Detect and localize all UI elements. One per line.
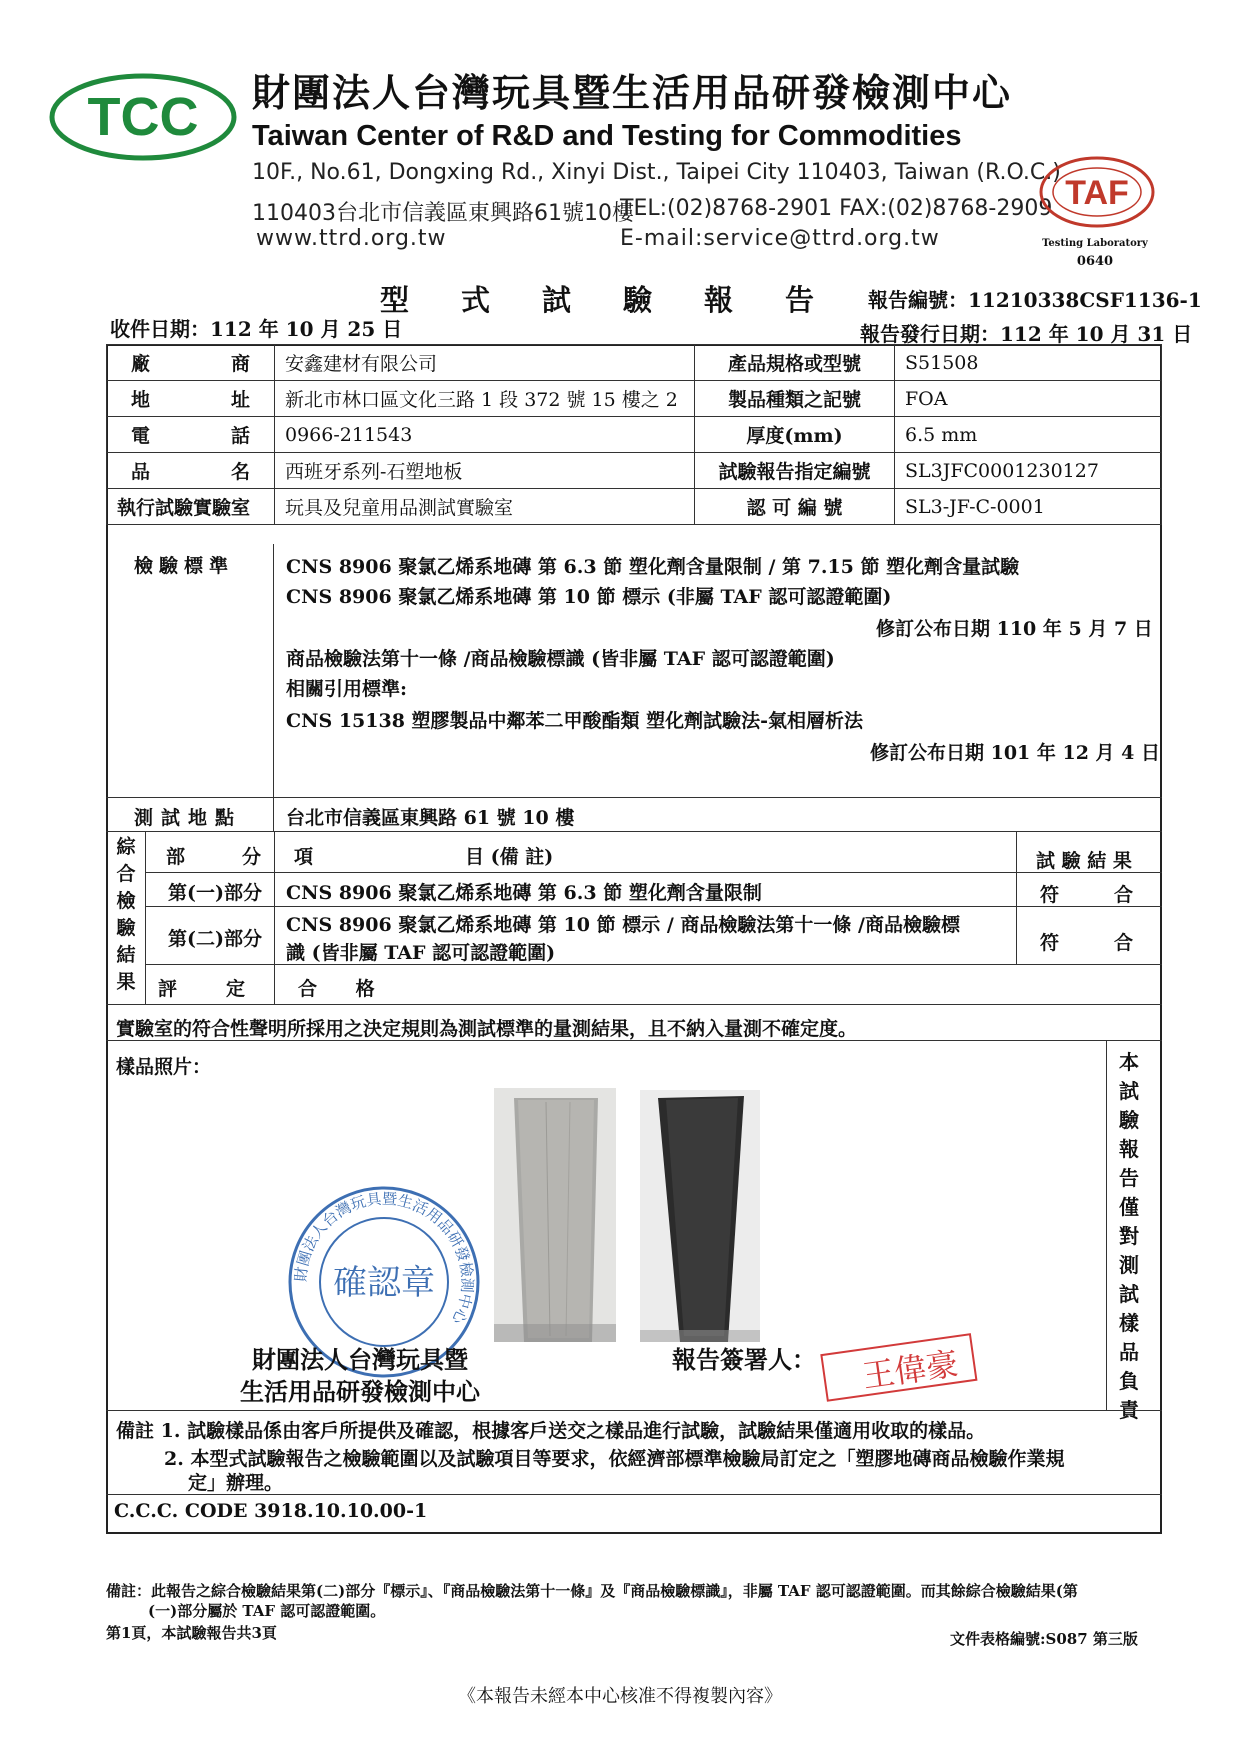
divider	[1016, 832, 1017, 964]
label: 執行試驗實驗室	[107, 489, 275, 525]
issue-date: 報告發行日期：112 年 10 月 31 日	[860, 322, 1193, 346]
thickness-value: 6.5 mm	[895, 417, 1162, 453]
ccc-code: C.C.C. CODE 3918.10.10.00-1	[114, 1500, 428, 1522]
photo-label: 樣品照片：	[116, 1056, 212, 1078]
table-row	[107, 417, 1162, 453]
label: 商	[230, 353, 250, 375]
part2-result: 合	[1114, 932, 1134, 954]
form-code: 文件表格編號:S087 第三版	[950, 1630, 1138, 1648]
location-value: 台北市信義區東興路 61 號 10 樓	[286, 807, 575, 829]
label: 厚度(mm)	[695, 417, 895, 453]
org-name-en: Taiwan Center of R&D and Testing for Commodities	[252, 120, 962, 152]
verdict-value: 合 格	[298, 978, 391, 1000]
standard-line: CNS 15138 塑膠製品中鄰苯二甲酸酯類 塑化劑試驗法-氣相層析法	[286, 710, 864, 732]
divider	[106, 1004, 1162, 1005]
part1-result: 符	[1040, 884, 1060, 906]
label: 地	[131, 389, 151, 411]
page-info: 第1頁，本試驗報告共3頁	[106, 1624, 277, 1642]
conformity-statement: 實驗室的符合性聲明所採用之決定規則為測試標準的量測結果，且不納入量測不確定度。	[116, 1018, 858, 1040]
part2-label: 第(二)部分	[168, 928, 262, 950]
address-en: 10F., No.61, Dongxing Rd., Xinyi Dist., Taipei City 110403, Taiwan (R.O.C.)	[252, 160, 1061, 185]
divider	[274, 832, 275, 1004]
part1-result: 合	[1114, 884, 1134, 906]
divider	[106, 1410, 1162, 1411]
remark-1: 備註 1. 試驗樣品係由客戶所提供及確認，根據客戶送交之樣品進行試驗，試驗結果僅適用收取的樣品。	[116, 1420, 986, 1442]
taf-logo	[1036, 152, 1158, 232]
label: 電	[131, 425, 151, 447]
manufacturer-value: 安鑫建材有限公司	[275, 345, 695, 381]
standard-line: 修訂公布日期 101 年 12 月 4 日	[870, 742, 1161, 764]
lab-value: 玩具及兒童用品測試實驗室	[275, 489, 695, 525]
info-table	[106, 344, 1162, 525]
side-note: 本試驗報告僅對測試樣品負責	[1119, 1050, 1139, 1422]
email: E-mail:service@ttrd.org.tw	[620, 226, 940, 251]
label: 試驗報告指定編號	[695, 453, 895, 489]
result-head-part: 分	[242, 846, 262, 868]
label: 話	[230, 425, 250, 447]
footer-note: 備註：此報告之綜合檢驗結果第(二)部分『標示』、『商品檢驗法第十一條』及『商品檢驗標識』，非屬 TAF 認可認證範圍。而其餘綜合檢驗結果(第	[106, 1582, 1078, 1600]
website: www.ttrd.org.tw	[256, 226, 447, 251]
standards-label-cell	[106, 544, 274, 798]
result-head-item: 項 目 (備 註)	[294, 846, 554, 868]
divider	[106, 1494, 1162, 1495]
part1-label: 第(一)部分	[168, 882, 262, 904]
org-seal-line: 財團法人台灣玩具暨	[252, 1345, 468, 1374]
label: 產品規格或型號	[695, 345, 895, 381]
remark-2: 2. 本型式試驗報告之檢驗範圍以及試驗項目等要求，依經濟部標準檢驗局訂定之「塑膠地磚商品檢驗作業規	[164, 1448, 1065, 1470]
received-date: 收件日期：112 年 10 月 25 日	[110, 317, 403, 341]
seal-ring-text: 財團法人台灣玩具暨生活用品研發檢測中心	[291, 1189, 477, 1327]
product-code-value: FOA	[895, 381, 1162, 417]
signatory-label: 報告簽署人：	[672, 1345, 816, 1374]
standards-label: 檢驗標準	[134, 555, 235, 577]
accreditation-no-value: SL3-JF-C-0001	[895, 489, 1162, 525]
divider	[146, 906, 1162, 907]
sample-photo-gray	[494, 1088, 616, 1342]
report-title: 型式試驗報告	[380, 283, 867, 317]
verdict-label: 評	[158, 978, 178, 1000]
label: 品	[131, 461, 151, 483]
remark-2: 定」辦理。	[188, 1472, 284, 1494]
table-row	[107, 453, 1162, 489]
part2-item: CNS 8906 聚氯乙烯系地磚 第 10 節 標示 / 商品檢驗法第十一條 /商品檢驗標	[286, 914, 960, 936]
label: 名	[230, 461, 250, 483]
signature-text: 王偉豪	[860, 1344, 961, 1396]
result-head-part: 部	[166, 846, 186, 868]
standard-line: CNS 8906 聚氯乙烯系地磚 第 6.3 節 塑化劑含量限制 / 第 7.15 節 塑化劑含量試驗	[286, 556, 1020, 578]
seal-text: 確認章	[333, 1263, 435, 1303]
location-label: 測試地點	[134, 807, 243, 829]
tel-fax: TEL:(02)8768-2901 FAX:(02)8768-2909	[620, 196, 1053, 221]
label: 認 可 編 號	[695, 489, 895, 525]
designated-report-no-value: SL3JFC0001230127	[895, 453, 1162, 489]
part2-item: 識 (皆非屬 TAF 認可認證範圍)	[286, 942, 556, 964]
table-row	[107, 489, 1162, 525]
report-number: 報告編號：11210338CSF1136-1	[868, 288, 1202, 312]
standard-line: CNS 8906 聚氯乙烯系地磚 第 10 節 標示 (非屬 TAF 認可認證範圍)	[286, 586, 892, 608]
table-row	[107, 345, 1162, 381]
tcc-logo-text: TCC	[87, 87, 199, 147]
part2-result: 符	[1040, 932, 1060, 954]
divider	[1106, 1040, 1107, 1410]
verdict-label: 定	[226, 978, 246, 1000]
standard-line: 修訂公布日期 110 年 5 月 7 日	[876, 618, 1153, 640]
part1-item: CNS 8906 聚氯乙烯系地磚 第 6.3 節 塑化劑含量限制	[286, 882, 762, 904]
divider	[106, 1040, 1162, 1041]
taf-logo-text: TAF	[1065, 174, 1129, 212]
divider	[146, 872, 1162, 873]
label: 址	[230, 389, 250, 411]
table-row	[107, 381, 1162, 417]
label: 廠	[131, 353, 151, 375]
taf-lab-label: Testing Laboratory	[1042, 238, 1148, 249]
svg-text:財團法人台灣玩具暨生活用品研發檢測中心	[292, 1190, 477, 1328]
results-vertical-label: 綜合檢驗結果	[116, 836, 136, 993]
model-value: S51508	[895, 345, 1162, 381]
address-zh: 110403台北市信義區東興路61號10樓	[252, 201, 634, 226]
taf-lab-number: 0640	[1076, 254, 1114, 269]
signature-stamp	[818, 1330, 986, 1406]
tcc-logo	[48, 72, 238, 162]
org-seal-line: 生活用品研發檢測中心	[240, 1377, 480, 1406]
phone-value: 0966-211543	[275, 417, 695, 453]
label: 製品種類之記號	[695, 381, 895, 417]
address-value: 新北市林口區文化三路 1 段 372 號 15 樓之 2	[275, 381, 695, 417]
copyright-notice: 《本報告未經本中心核准不得複製內容》	[458, 1686, 782, 1707]
result-head-result: 試 驗 結 果	[1036, 850, 1132, 872]
product-name-value: 西班牙系列-石塑地板	[275, 453, 695, 489]
standard-line: 商品檢驗法第十一條 /商品檢驗標識 (皆非屬 TAF 認可認證範圍)	[286, 648, 835, 670]
sample-photo-dark	[640, 1090, 760, 1342]
org-name-zh: 財團法人台灣玩具暨生活用品研發檢測中心	[252, 70, 1013, 115]
footer-note: (一)部分屬於 TAF 認可認證範圍。	[148, 1602, 386, 1620]
standard-line: 相關引用標準:	[286, 678, 408, 700]
